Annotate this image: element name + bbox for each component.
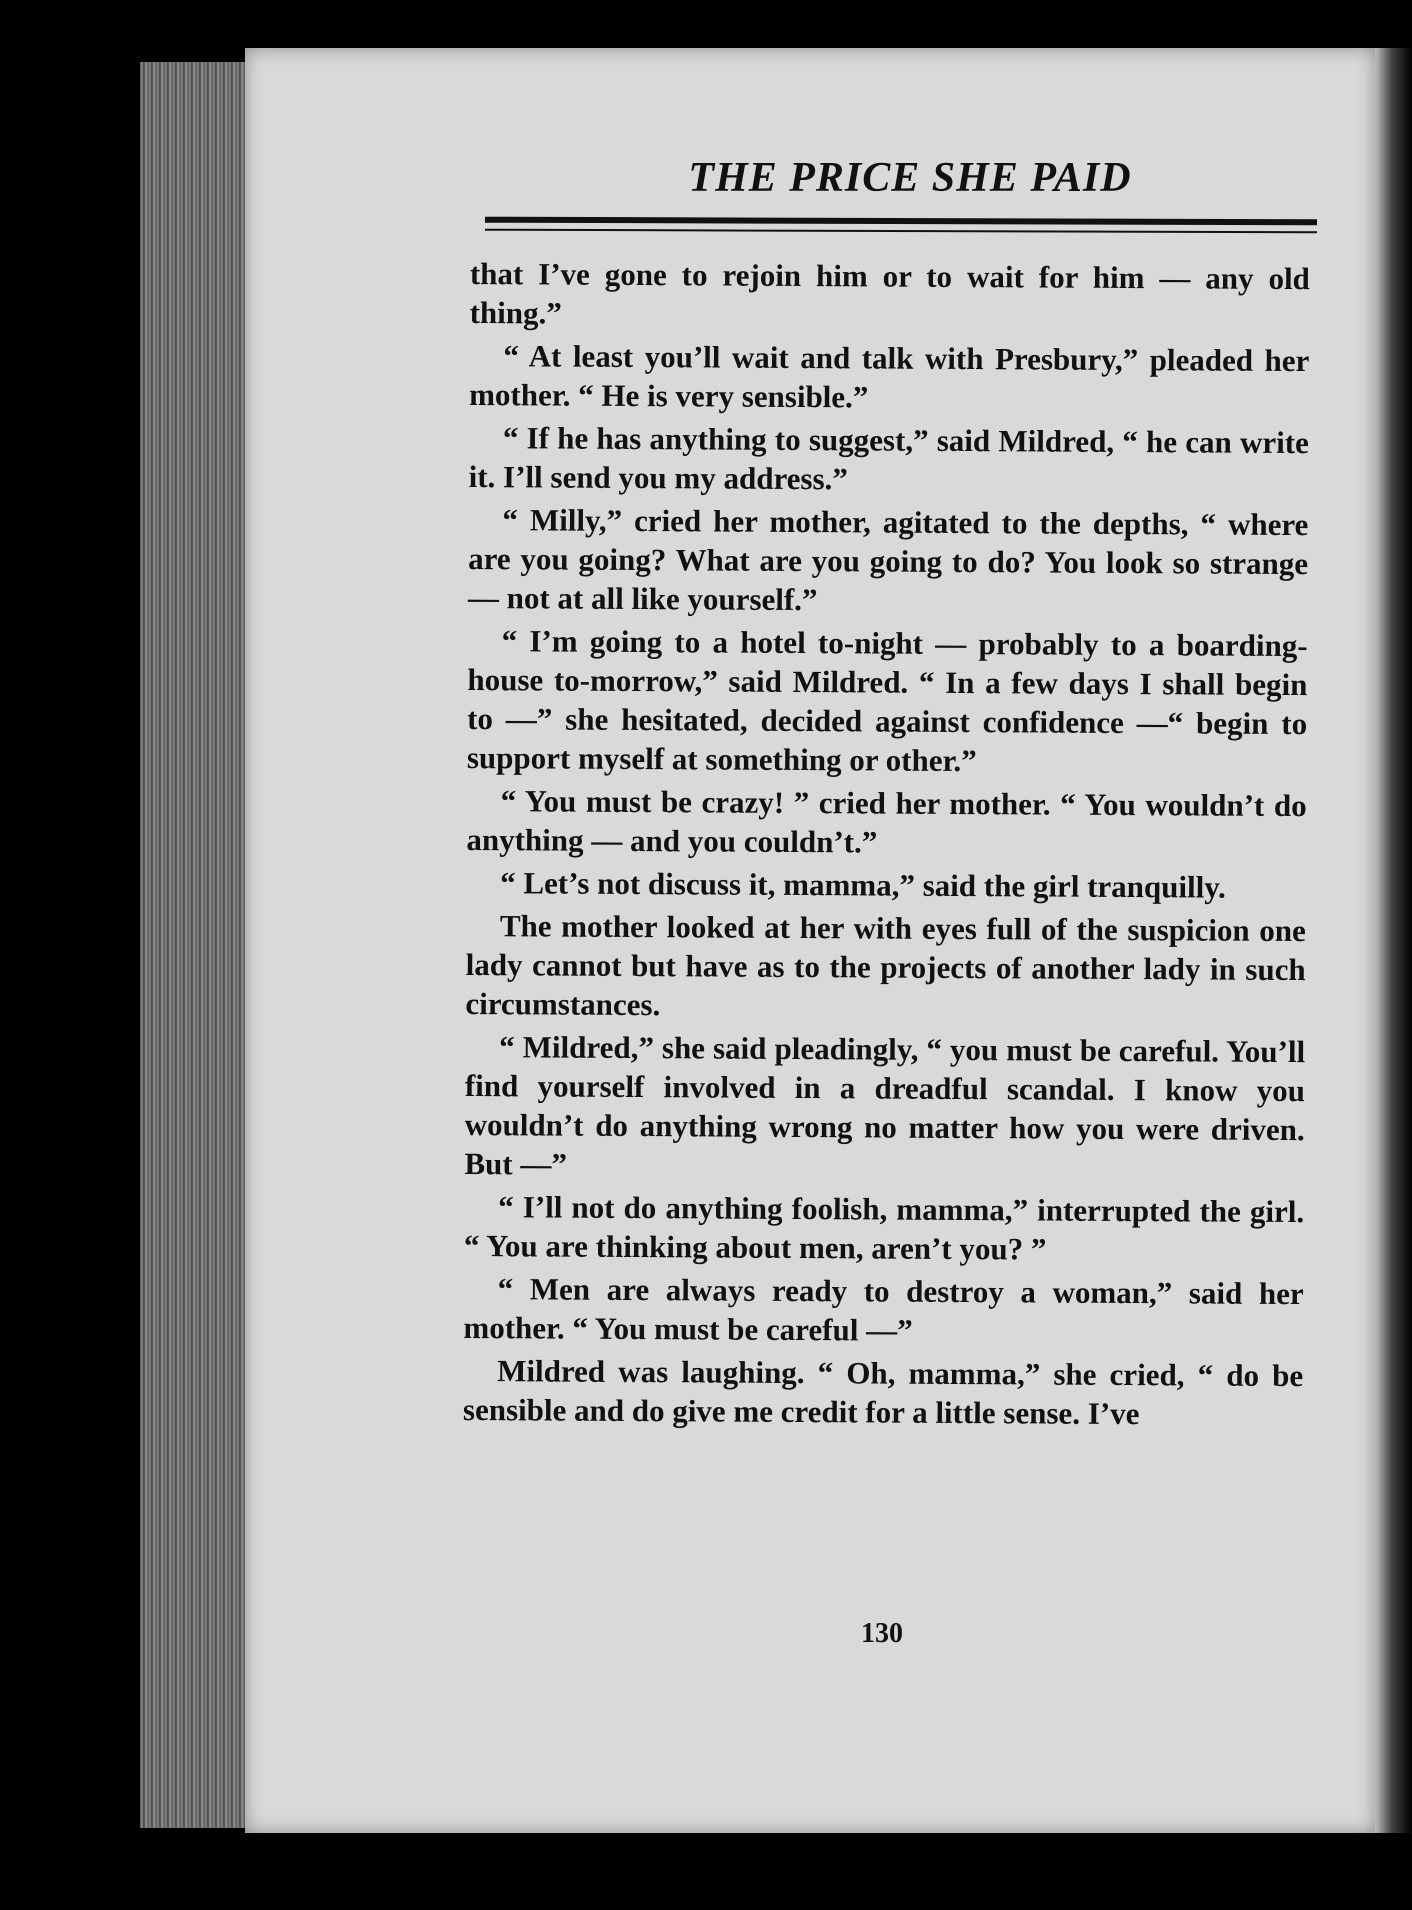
paragraph: “ I’ll not do anything foolish, mamma,” interrupted the girl. “ You are thinking about men, aren’t you? ” xyxy=(463,1189,1305,1267)
paragraph: “ Milly,” cried her mother, agitated to the depths, “ where are you going? What are you going to do? You look so strange — not at all like yourself.” xyxy=(467,502,1309,618)
running-header: THE PRICE SHE PAID xyxy=(688,155,1132,201)
paragraph: “ Mildred,” she said pleadingly, “ you must be careful. You’ll find yourself involved in a dreadful scandal. I know you wouldn’t do anything wrong no matter how you were driven. But —” xyxy=(464,1029,1306,1182)
paragraph: that I’ve gone to rejoin him or to wait for him — any old thing.” xyxy=(469,255,1310,331)
page-right-shadow xyxy=(1375,48,1412,1833)
paragraph: “ Men are always ready to destroy a woman,” said her mother. “ You must be careful —” xyxy=(463,1271,1304,1348)
paragraph: “ You must be crazy! ” cried her mother. “ You wouldn’t do anything — and you couldn’t.” xyxy=(466,783,1307,860)
paragraph: “ Let’s not discuss it, mamma,” said the girl tranquilly. xyxy=(500,865,1226,905)
paragraph: Mildred was laughing. “ Oh, mamma,” she cried, “ do be sensible and do give me credit for a little sense. I’ve xyxy=(462,1353,1304,1432)
paragraph: “ If he has anything to suggest,” said Mildred, “ he can write it. I’ll send you my address.” xyxy=(468,420,1309,497)
paragraph: “ I’m going to a hotel to-night — probably to a boarding-house to-morrow,” said Mildred. “ In a few days I shall begin to —” she hesitated, decided against confidence —“ begin to support myself at something or other.” xyxy=(466,623,1308,779)
paragraph: “ At least you’ll wait and talk with Presbury,” pleaded her mother. “ He is very sensible.” xyxy=(469,338,1310,415)
paragraph: The mother looked at her with eyes full of the suspicion one lady cannot but have as to the projects of another lady in such circumstances. xyxy=(465,908,1306,1023)
page-number: 130 xyxy=(861,1618,903,1649)
page-text xyxy=(463,254,1310,1434)
